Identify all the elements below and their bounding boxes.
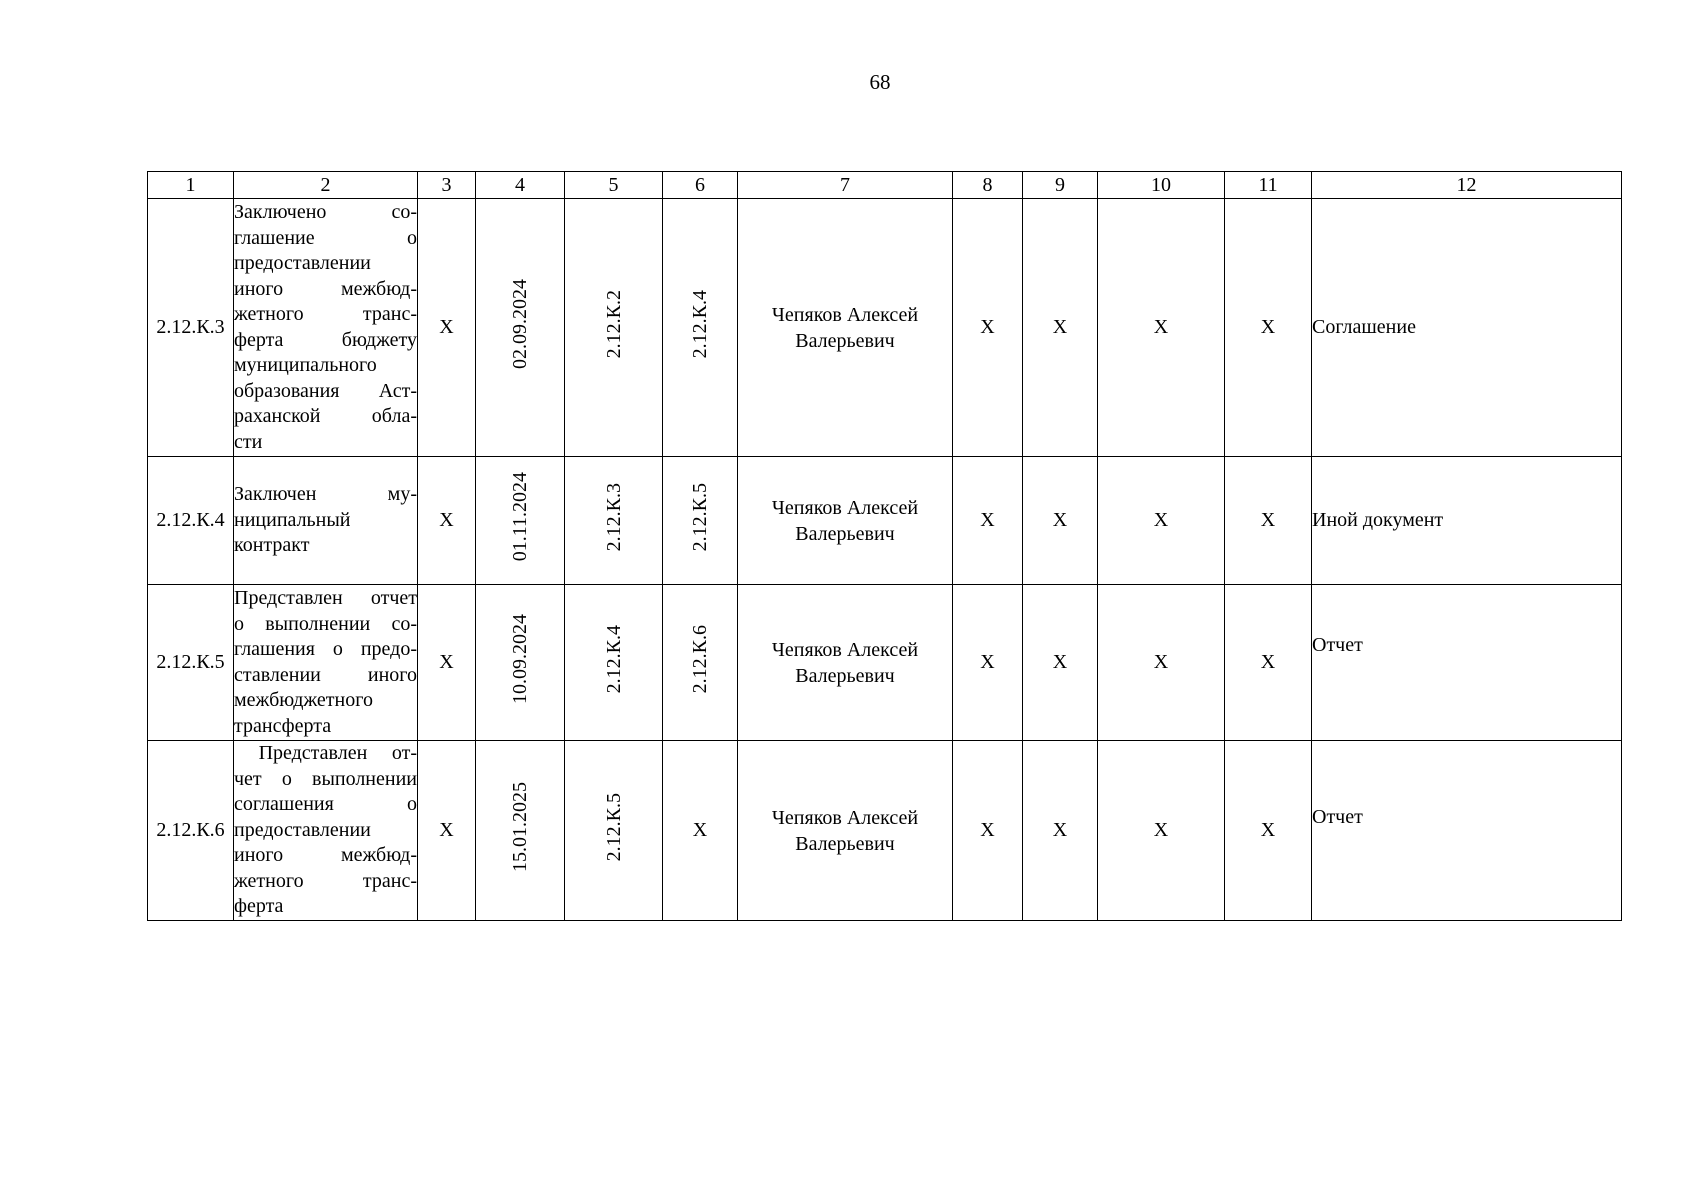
successor-text: 2.12.К.6 [689,624,711,693]
date-text: 15.01.2025 [509,781,531,872]
successor-text: 2.12.К.4 [689,289,711,358]
description-line: образования Аст- [234,379,417,402]
successor-cell [663,199,738,457]
description-line: о выполнении со- [234,612,417,635]
cell-col9: X [1023,741,1098,921]
cell-col10: X [1098,457,1225,585]
plan-table [147,171,1622,921]
date-cell [476,741,565,921]
cell-col8: X [953,457,1023,585]
column-header: 6 [663,172,738,199]
checkpoint-description [234,741,418,921]
description-line: раханской обла- [234,405,417,427]
table-row [148,199,1622,457]
date-cell [476,199,565,457]
cell-col10: X [1098,199,1225,457]
description-line: иного межбюд- [234,844,417,867]
date-cell [476,457,565,585]
responsible-person: Чепяков Алексей Валерьевич [738,199,953,457]
date-text: 01.11.2024 [509,472,531,562]
column-header: 8 [953,172,1023,199]
cell-col11: X [1225,585,1312,741]
description-line: муниципального [234,354,377,376]
predecessor-text: 2.12.К.3 [602,482,625,551]
description-line: Заключен му- [234,483,417,506]
checkpoint-code: 2.12.К.5 [148,585,234,741]
description-line: иного межбюд- [234,277,417,300]
description-line: предоставлении [234,252,371,274]
description-line: межбюджетного [234,689,373,711]
column-header: 5 [565,172,663,199]
description-line: ферта бюджету [234,328,417,351]
checkpoint-code: 2.12.К.6 [148,741,234,921]
cell-col10: X [1098,741,1225,921]
date-text: 02.09.2024 [509,278,531,369]
cell-col3: X [418,199,476,457]
description-line: сти [234,430,263,453]
cell-col8: X [953,741,1023,921]
column-header: 1 [148,172,234,199]
date-cell [476,585,565,741]
description-line: ниципальный [234,508,351,531]
table-row [148,741,1622,921]
column-header: 12 [1312,172,1622,199]
column-header: 7 [738,172,953,199]
column-header: 2 [234,172,418,199]
checkpoint-description [234,585,418,741]
column-header: 11 [1225,172,1312,199]
document-type: Отчет [1312,585,1622,741]
description-line: жетного транс- [234,303,417,325]
description-line: Представлен от- [234,742,417,765]
description-line: Заключено со- [234,201,417,223]
page-number: 68 [869,70,891,94]
successor-cell: X [663,741,738,921]
column-header: 9 [1023,172,1098,199]
table-row [148,457,1622,585]
description-line: соглашения о [234,793,417,816]
responsible-person: Чепяков Алексей Валерьевич [738,741,953,921]
document-type: Отчет [1312,741,1622,921]
successor-text: 2.12.К.5 [689,482,711,551]
checkpoint-code: 2.12.К.4 [148,457,234,585]
table-header-row [148,172,1622,199]
cell-col11: X [1225,741,1312,921]
predecessor-text: 2.12.К.2 [602,289,625,358]
responsible-person: Чепяков Алексей Валерьевич [738,457,953,585]
column-header: 10 [1098,172,1225,199]
checkpoint-code: 2.12.К.3 [148,199,234,457]
responsible-person: Чепяков Алексей Валерьевич [738,585,953,741]
cell-col11: X [1225,457,1312,585]
column-header: 3 [418,172,476,199]
column-header: 4 [476,172,565,199]
document-type: Соглашение [1312,199,1622,457]
successor-cell [663,457,738,585]
description-line: трансферта [234,714,332,737]
cell-col9: X [1023,585,1098,741]
predecessor-cell [565,457,663,585]
description-line: чет о выполнении [234,767,417,790]
predecessor-cell [565,741,663,921]
description-line: ставлении иного [234,663,417,686]
cell-col11: X [1225,199,1312,457]
cell-col3: X [418,741,476,921]
cell-col8: X [953,199,1023,457]
cell-col3: X [418,585,476,741]
cell-col10: X [1098,585,1225,741]
table-row [148,585,1622,741]
description-line: жетного транс- [234,869,417,892]
cell-col8: X [953,585,1023,741]
cell-col9: X [1023,199,1098,457]
description-line: Представлен отчет [234,587,417,609]
description-line: глашение о [234,226,417,249]
checkpoint-description [234,199,418,457]
checkpoint-description [234,457,418,585]
cell-col9: X [1023,457,1098,585]
description-line: глашения о предо- [234,638,417,660]
successor-cell [663,585,738,741]
predecessor-cell [565,585,663,741]
predecessor-text: 2.12.К.4 [602,624,625,693]
document-type: Иной документ [1312,457,1622,585]
date-text: 10.09.2024 [509,613,531,704]
description-line: контракт [234,534,310,557]
cell-col3: X [418,457,476,585]
description-line: предоставлении [234,818,371,841]
predecessor-cell [565,199,663,457]
description-line: ферта [234,895,284,918]
predecessor-text: 2.12.К.5 [602,792,625,861]
